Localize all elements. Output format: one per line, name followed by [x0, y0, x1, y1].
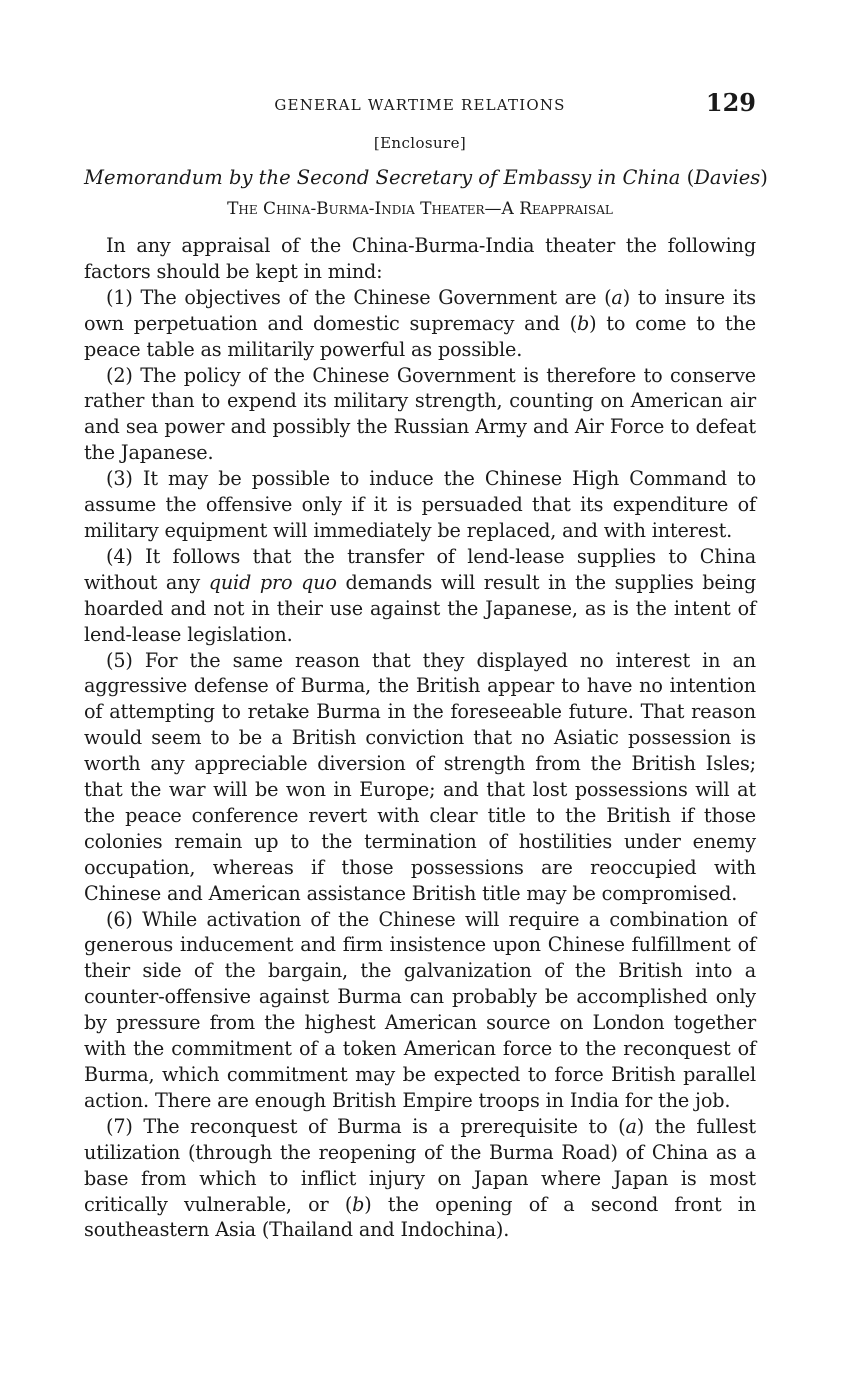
paragraph-5: (5) For the same reason that they displayed no interest in an aggressive defense of Burma, the British appear to have no intention of attempting to retake Burma in the foreseeable future. That reason would seem to be a British conviction that no Asiatic possession is worth any appreciable diversion of strength from the British Isles; that the war will be won in Europe; and that lost possessions will at the peace conference revert with clear title to the British if those colonies remain up to the termination of hostilities under enemy occupation, whereas if those possessions are reoccupied with Chinese and American assistance British title may be compromised.	[84, 648, 756, 905]
paragraph-7	[84, 1114, 756, 1244]
paragraph-1-marker-a: a	[611, 285, 623, 309]
paragraph-4-latin-phrase: quid pro quo	[208, 570, 337, 594]
paragraph-7-text-c: ) the opening of a second front in southeastern Asia (Thailand and Indochina).	[84, 1192, 756, 1242]
paragraph-4	[84, 544, 756, 648]
running-head	[84, 88, 756, 122]
paragraph-6: (6) While activation of the Chinese will require a combination of generous inducement and firm insistence upon Chinese fulfillment of their side of the bargain, the galvanization of the British into a counter-offensive against Burma can probably be accomplished only by pressure from the highest American source on London together with the commitment of a token American force to the reconquest of Burma, which commitment may be expected to force British parallel action. There are enough British Empire troops in India for the job.	[84, 907, 756, 1112]
memo-title-close-paren: )	[760, 166, 768, 189]
paragraph-4-text-b: demands will result in the supplies being hoarded and not in their use against the Japanese, as is the intent of lend-lease legislation.	[84, 570, 756, 646]
paragraph-7-marker-a: a	[625, 1114, 637, 1138]
paragraph-1-text-b: ) to insure its own perpetuation and domestic supremacy and (	[84, 285, 756, 335]
paragraph-1	[84, 285, 756, 363]
paragraph-2: (2) The policy of the Chinese Government is therefore to conserve rather than to expend its military strength, counting on American air and sea power and possibly the Russian Army and Air Force to defeat the Japanese.	[84, 363, 756, 465]
running-title: GENERAL WARTIME RELATIONS	[274, 96, 566, 114]
paragraph-3: (3) It may be possible to induce the Chinese High Command to assume the offensive only if it is persuaded that its expenditure of military equipment will immediately be replaced, and with interest.	[84, 467, 756, 542]
memo-body	[84, 233, 756, 1243]
paragraph-7-marker-b: b	[352, 1192, 365, 1216]
memo-title-prefix: Memorandum by the Second Secretary of Embassy in China	[84, 166, 681, 189]
memo-title	[84, 166, 768, 189]
memo-title-open-paren: (	[680, 166, 695, 189]
document-page	[84, 88, 768, 1243]
paragraph-4-text-a: (4) It follows that the transfer of lend-lease supplies to China without any	[84, 544, 756, 594]
paragraph-1-text-c: ) to come to the peace table as militarily powerful as possible.	[84, 311, 756, 361]
enclosure-label: [Enclosure]	[373, 134, 467, 152]
page-number: 129	[705, 88, 756, 117]
paragraph-intro: In any appraisal of the China-Burma-India theater the following factors should be kept in mind:	[84, 234, 756, 283]
paragraph-7-text-a: (7) The reconquest of Burma is a prerequisite to (	[106, 1114, 626, 1138]
paragraph-1-marker-b: b	[576, 311, 590, 335]
paragraph-1-text-a: (1) The objectives of the Chinese Government are (	[106, 285, 612, 309]
paragraph-7-text-b: ) the fullest utilization (through the reopening of the Burma Road) of China as a base from which to inflict injury on Japan where Japan is most critically vulnerable, or (	[84, 1114, 756, 1216]
memo-title-author: Davies	[694, 166, 761, 189]
section-title: The China-Burma-India Theater—A Reappraisal	[227, 199, 613, 219]
